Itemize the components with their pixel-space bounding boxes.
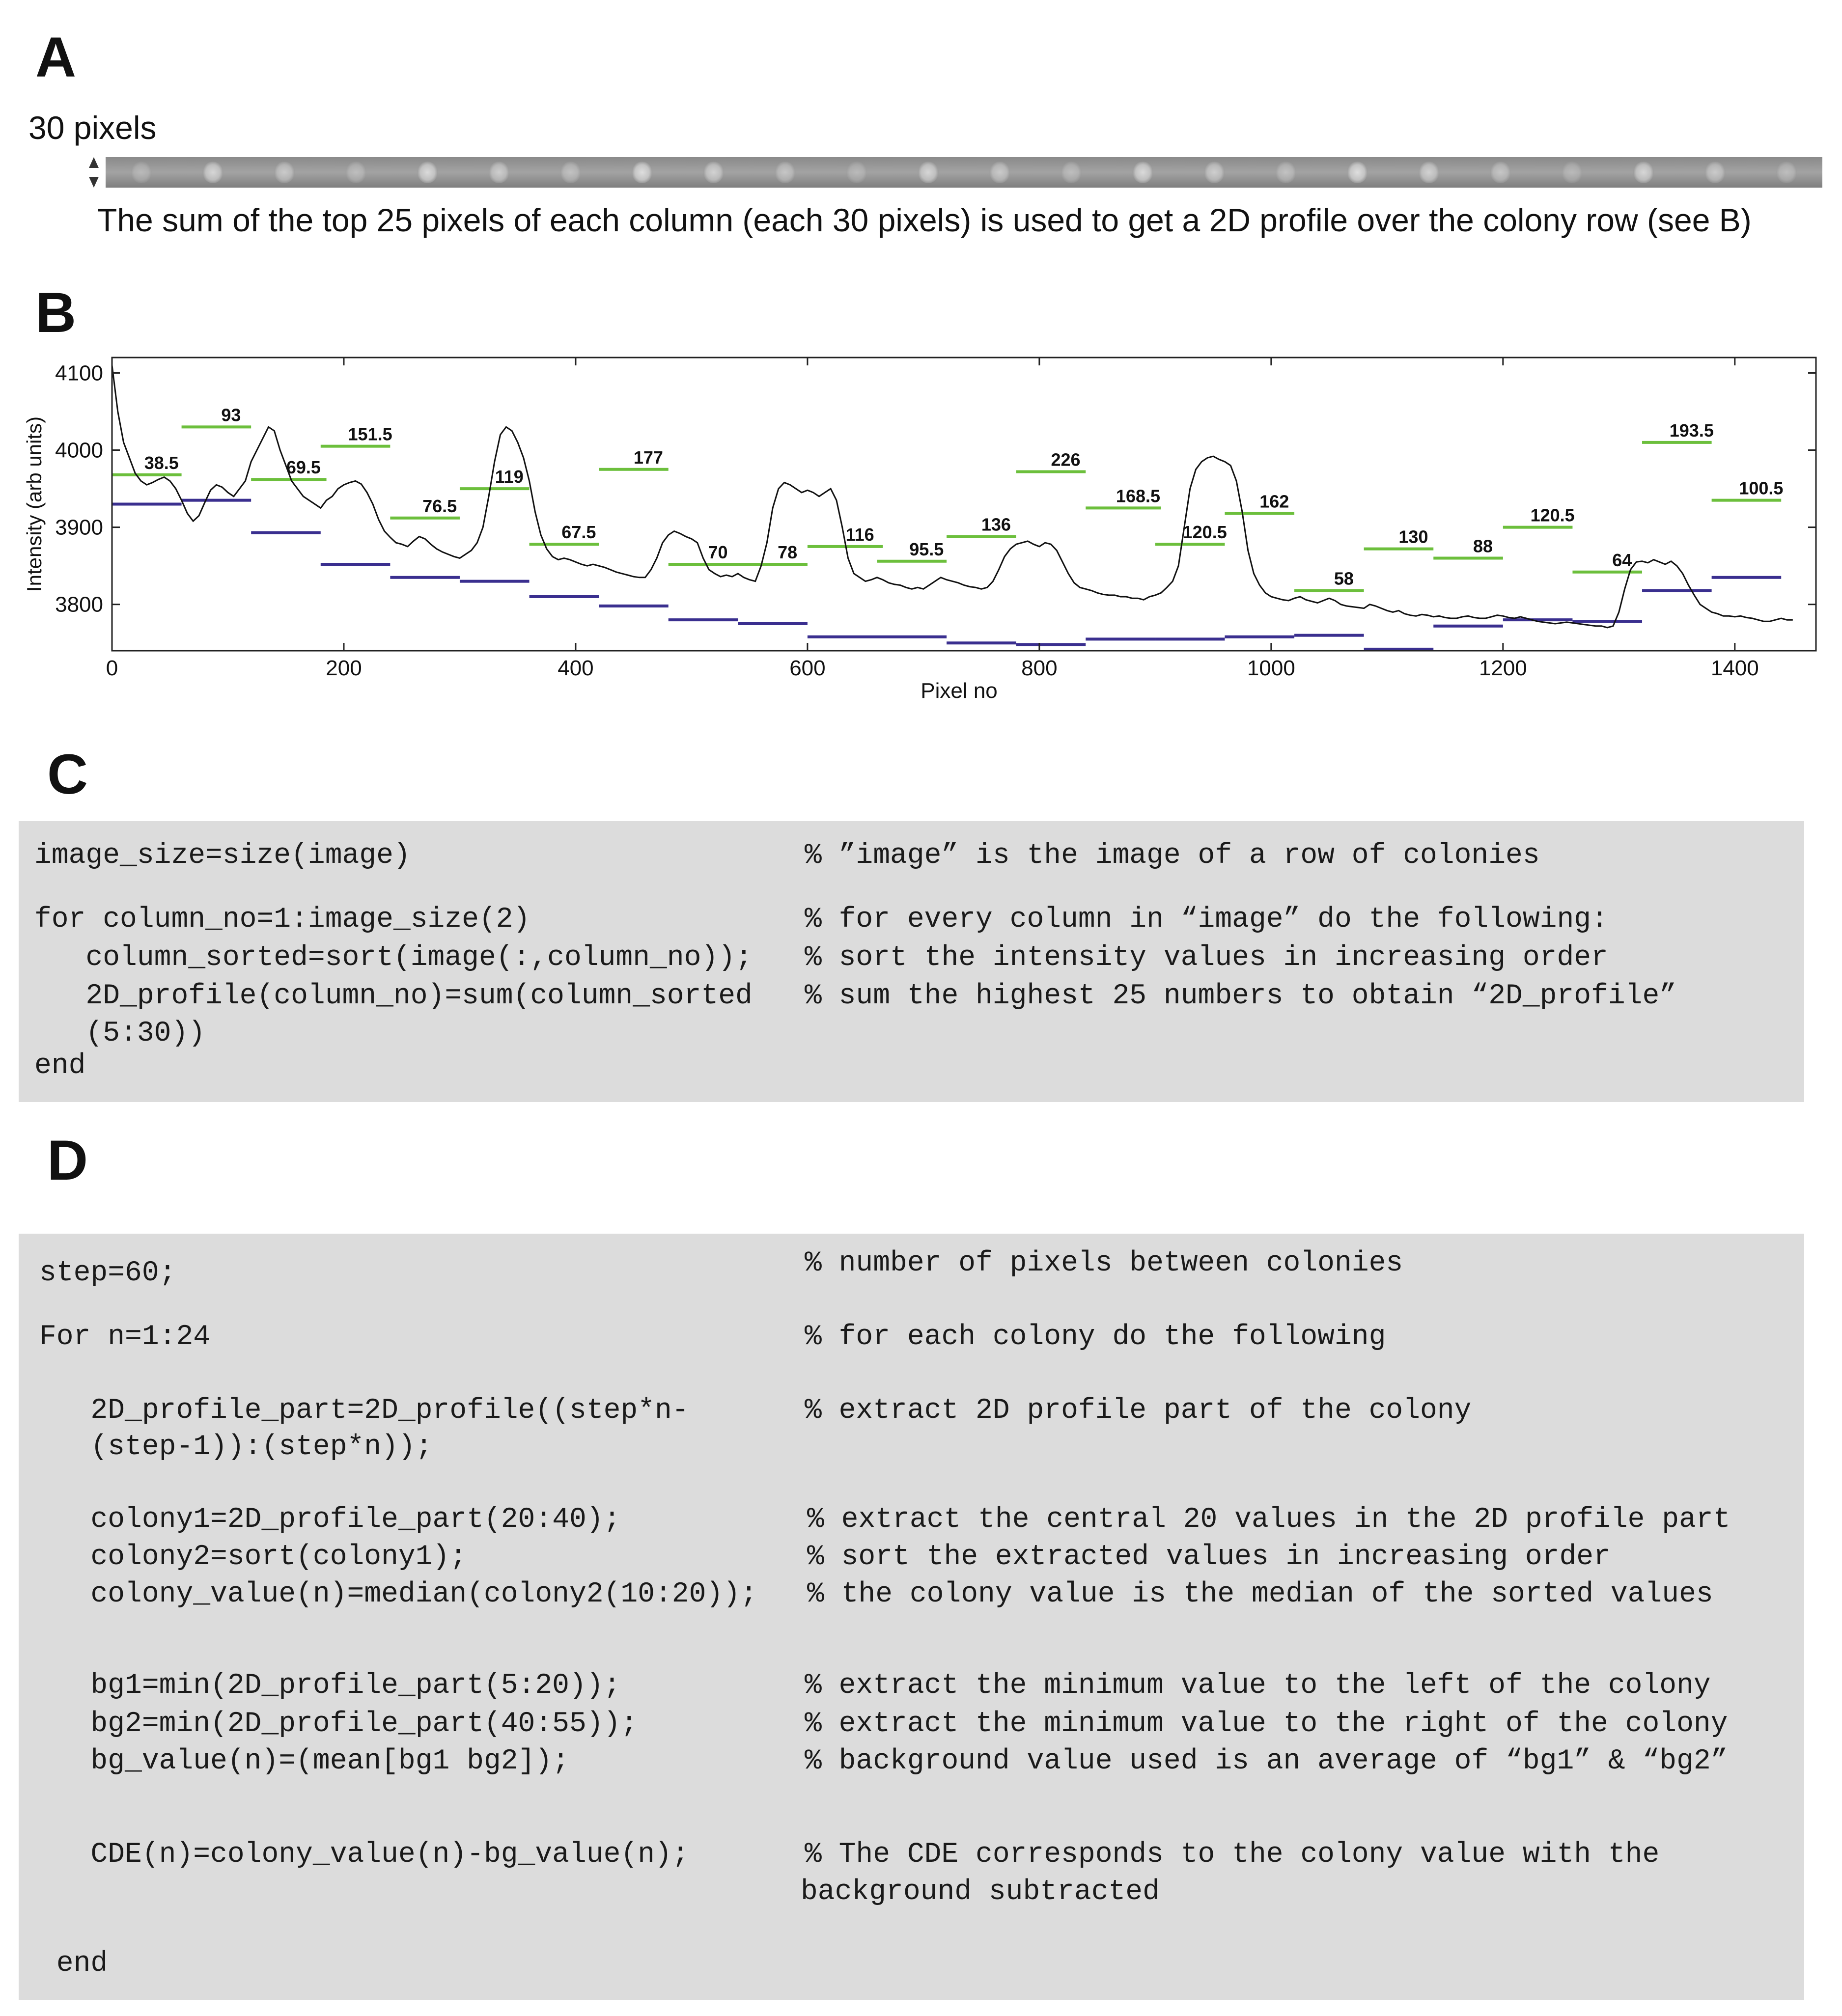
y-tick-label: 4000 [55, 438, 103, 463]
colony-spot [1562, 162, 1582, 183]
colony-value-label: 88 [1473, 536, 1493, 556]
code-line: column_sorted=sort(image(:,column_no)); [34, 942, 753, 974]
colony-spot [1705, 162, 1726, 183]
panel-a-letter: A [35, 26, 77, 89]
colony-value-label: 162 [1259, 491, 1289, 512]
code-line: image_size=size(image) [34, 840, 411, 872]
panel-a-caption: The sum of the top 25 pixels of each column (each 30 pixels) is used to get a 2D profile over the colony row (see B) [97, 202, 1752, 238]
colony-value-label: 177 [633, 447, 663, 468]
code-line: (step-1)):(step*n)); [39, 1431, 433, 1463]
colony-value-label: 168.5 [1116, 486, 1161, 506]
code-line: 2D_profile_part=2D_profile((step*n- [39, 1395, 689, 1427]
intensity-profile-chart [0, 344, 1842, 717]
code-line: CDE(n)=colony_value(n)-bg_value(n); [39, 1839, 689, 1871]
colony-value-label: 116 [845, 524, 874, 545]
colony-spot [1061, 162, 1082, 183]
colony-spot [489, 162, 509, 183]
colony-spot [1776, 162, 1797, 183]
code-line: colony_value(n)=median(colony2(10:20)); [39, 1578, 757, 1610]
colony-value-label: 70 [708, 542, 728, 563]
x-tick-label: 800 [1021, 656, 1058, 680]
strip-height-label: 30 pixels [28, 110, 157, 146]
x-tick-label: 0 [106, 656, 118, 680]
colony-spot [846, 162, 867, 183]
colony-spot [775, 162, 795, 183]
y-tick-label: 3800 [55, 592, 103, 617]
code-comment: % sort the intensity values in increasing order [805, 942, 1608, 974]
code-comment: % extract the minimum value to the left of the colony [805, 1670, 1711, 1702]
x-tick-label: 600 [789, 656, 826, 680]
colony-spot [918, 162, 939, 183]
colony-spot [131, 162, 152, 183]
x-tick-label: 1400 [1710, 656, 1759, 680]
chart-svg [0, 344, 1842, 717]
colony-spot [346, 162, 366, 183]
code-comment: % ”image” is the image of a row of colonies [805, 840, 1540, 872]
profile-line [112, 365, 1793, 628]
plot-frame [112, 358, 1816, 651]
code-comment: background subtracted [801, 1876, 1160, 1908]
code-block-d [19, 1234, 1804, 2000]
colony-value-label: 120.5 [1182, 522, 1227, 543]
colony-spot [1490, 162, 1511, 183]
colony-spot [202, 162, 223, 183]
colony-value-label: 93 [221, 405, 241, 425]
colony-spot [1347, 162, 1368, 183]
code-line: 2D_profile(column_no)=sum(column_sorted [34, 980, 753, 1012]
x-axis-label: Pixel no [921, 679, 998, 703]
code-comment: % sum the highest 25 numbers to obtain “2D_profile” [805, 980, 1677, 1012]
colony-value-label: 67.5 [561, 522, 596, 543]
code-line: bg2=min(2D_profile_part(40:55)); [39, 1708, 638, 1740]
code-line: end [39, 1948, 108, 1980]
code-line: colony1=2D_profile_part(20:40); [39, 1504, 621, 1536]
colony-value-label: 69.5 [286, 457, 321, 478]
colony-value-label: 120.5 [1530, 505, 1575, 525]
colony-value-label: 136 [981, 514, 1011, 535]
colony-row-image [106, 157, 1822, 188]
colony-spot [989, 162, 1010, 183]
colony-value-label: 130 [1398, 526, 1428, 547]
y-tick-label: 4100 [55, 361, 103, 386]
x-tick-label: 400 [558, 656, 594, 680]
code-line: For n=1:24 [39, 1321, 211, 1353]
code-comment: % extract the minimum value to the right of the colony [805, 1708, 1728, 1740]
code-comment: % The CDE corresponds to the colony value with the [805, 1839, 1660, 1871]
colony-spot [632, 162, 652, 183]
colony-value-label: 78 [778, 542, 798, 563]
colony-spot [560, 162, 581, 183]
double-arrow-icon [86, 156, 101, 189]
code-comment: % for each colony do the following [805, 1321, 1386, 1353]
colony-value-label: 193.5 [1669, 420, 1714, 441]
code-comment: % for every column in “image” do the following: [805, 904, 1608, 936]
colony-spot [1633, 162, 1654, 183]
y-axis-label: Intensity (arb units) [23, 416, 46, 592]
colony-value-label: 58 [1334, 568, 1354, 589]
x-tick-label: 1200 [1479, 656, 1527, 680]
code-comment: % extract 2D profile part of the colony [805, 1395, 1472, 1427]
code-line: colony2=sort(colony1); [39, 1541, 467, 1573]
code-block-c [19, 821, 1804, 1102]
colony-spot [1204, 162, 1225, 183]
x-tick-label: 200 [326, 656, 362, 680]
colony-value-label: 151.5 [348, 424, 392, 444]
panel-c-letter: C [47, 743, 88, 806]
code-comment: % background value used is an average of “bg1” & “bg2” [805, 1745, 1728, 1777]
code-line: (5:30)) [34, 1018, 206, 1049]
colony-spot [1419, 162, 1439, 183]
code-line: for column_no=1:image_size(2) [34, 904, 530, 936]
x-tick-label: 1000 [1247, 656, 1295, 680]
code-comment: % the colony value is the median of the sorted values [807, 1578, 1713, 1610]
colony-spot [1133, 162, 1153, 183]
colony-value-label: 64 [1612, 550, 1632, 570]
colony-value-label: 76.5 [422, 496, 457, 516]
colony-value-label: 100.5 [1739, 478, 1784, 498]
colony-value-label: 95.5 [909, 539, 944, 559]
code-comment: % number of pixels between colonies [805, 1247, 1403, 1279]
colony-value-label: 226 [1051, 449, 1081, 470]
colony-spot [274, 162, 295, 183]
colony-spot [417, 162, 438, 183]
panel-b-letter: B [35, 281, 77, 344]
code-comment: % sort the extracted values in increasing order [807, 1541, 1611, 1573]
colony-value-label: 38.5 [144, 452, 179, 473]
colony-spot [703, 162, 724, 183]
code-line: end [34, 1050, 86, 1082]
code-line: bg1=min(2D_profile_part(5:20)); [39, 1670, 621, 1702]
colony-spot [1276, 162, 1296, 183]
y-tick-label: 3900 [55, 515, 103, 540]
colony-value-label: 119 [495, 467, 524, 487]
panel-d-letter: D [47, 1129, 88, 1192]
code-line: bg_value(n)=(mean[bg1 bg2]); [39, 1745, 569, 1777]
code-comment: % extract the central 20 values in the 2D profile part [807, 1504, 1730, 1536]
code-line: step=60; [39, 1257, 176, 1289]
